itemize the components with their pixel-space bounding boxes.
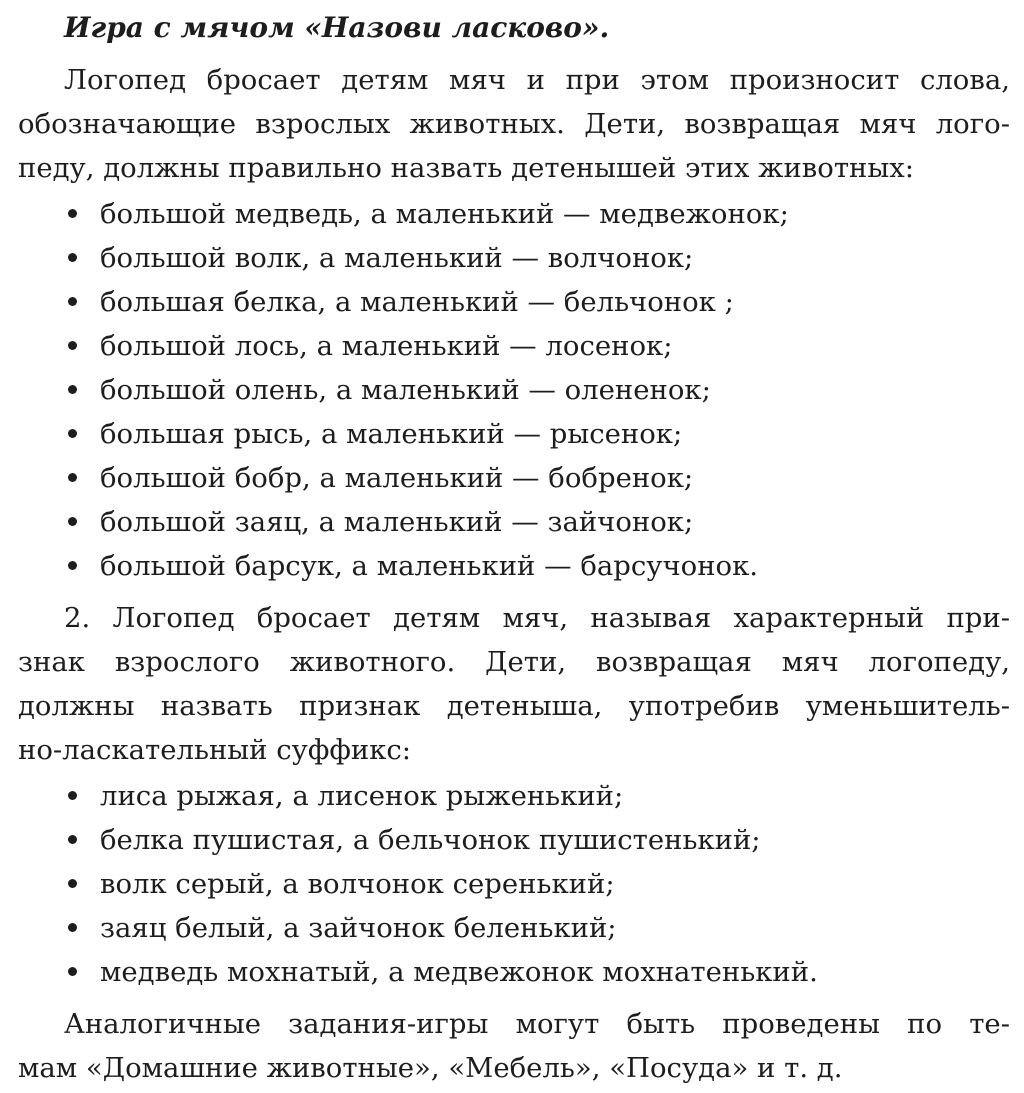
- bullet-icon: [68, 209, 77, 218]
- list-item-text: большая рысь, а маленький — рысенок;: [100, 418, 683, 450]
- section-title: Игра с мячом «Назови ласково».: [64, 11, 610, 44]
- list-item: [64, 456, 1010, 500]
- list-item: [64, 236, 1010, 280]
- bullet-icon: [68, 253, 77, 262]
- list-item-text: большой барсук, а маленький — барсучонок.: [100, 550, 759, 582]
- second-paragraph: [18, 596, 1010, 772]
- bullet-icon: [68, 297, 77, 306]
- list-item-text: медведь мохнатый, а медвежонок мохнатенький.: [100, 956, 818, 988]
- bullet-icon: [68, 561, 77, 570]
- list-item: [64, 818, 1010, 862]
- para2-line: знак взрослого животного. Дети, возвращая мяч логопеду,: [18, 646, 1010, 678]
- list-item: [64, 368, 1010, 412]
- bullet-icon: [68, 429, 77, 438]
- list-item: [64, 500, 1010, 544]
- list-item-text: заяц белый, а зайчонок беленький;: [100, 912, 617, 944]
- bullet-icon: [68, 385, 77, 394]
- list-item: [64, 192, 1010, 236]
- list-item-text: большой лось, а маленький — лосенок;: [100, 330, 673, 362]
- bullet-icon: [68, 835, 77, 844]
- closing-paragraph: [18, 1002, 1010, 1090]
- list-item-text: большой олень, а маленький — олененок;: [100, 374, 711, 406]
- closing-line: мам «Домашние животные», «Мебель», «Посуда» и т. д.: [18, 1052, 843, 1084]
- bullet-icon: [68, 879, 77, 888]
- animal-young-list: [18, 192, 1010, 588]
- intro-line: Логопед бросает детям мяч и при этом произносит слова,: [64, 64, 1010, 96]
- list-item-text: большой бобр, а маленький — бобренок;: [100, 462, 694, 494]
- bullet-icon: [68, 341, 77, 350]
- list-item: [64, 950, 1010, 994]
- para2-line: 2. Логопед бросает детям мяч, называя характерный при-: [64, 602, 1010, 634]
- list-item-text: большой заяц, а маленький — зайчонок;: [100, 506, 694, 538]
- list-item: [64, 862, 1010, 906]
- list-item: [64, 774, 1010, 818]
- list-item-text: волк серый, а волчонок серенький;: [100, 868, 615, 900]
- para2-line: должны назвать признак детеныша, употребив уменьшитель-: [18, 690, 1010, 722]
- bullet-icon: [68, 473, 77, 482]
- list-item-text: белка пушистая, а бельчонок пушистенький;: [100, 824, 761, 856]
- bullet-icon: [68, 791, 77, 800]
- list-item: [64, 906, 1010, 950]
- intro-line: обозначающие взрослых животных. Дети, возвращая мяч лого-: [18, 108, 1010, 140]
- adjective-list: [18, 774, 1010, 994]
- bullet-icon: [68, 967, 77, 976]
- bullet-icon: [68, 517, 77, 526]
- list-item: [64, 324, 1010, 368]
- list-item-text: большая белка, а маленький — бельчонок ;: [100, 286, 734, 318]
- list-item: [64, 280, 1010, 324]
- list-item: [64, 412, 1010, 456]
- closing-line: Аналогичные задания-игры могут быть проведены по те-: [64, 1008, 1010, 1040]
- list-item-text: большой волк, а маленький — волчонок;: [100, 242, 694, 274]
- list-item-text: лиса рыжая, а лисенок рыженький;: [100, 780, 624, 812]
- intro-line: педу, должны правильно назвать детенышей этих животных:: [18, 152, 915, 184]
- intro-paragraph: [18, 58, 1010, 190]
- bullet-icon: [68, 923, 77, 932]
- list-item-text: большой медведь, а маленький — медвежонок;: [100, 198, 789, 230]
- para2-line: но-ласкательный суффикс:: [18, 734, 412, 766]
- list-item: [64, 544, 1010, 588]
